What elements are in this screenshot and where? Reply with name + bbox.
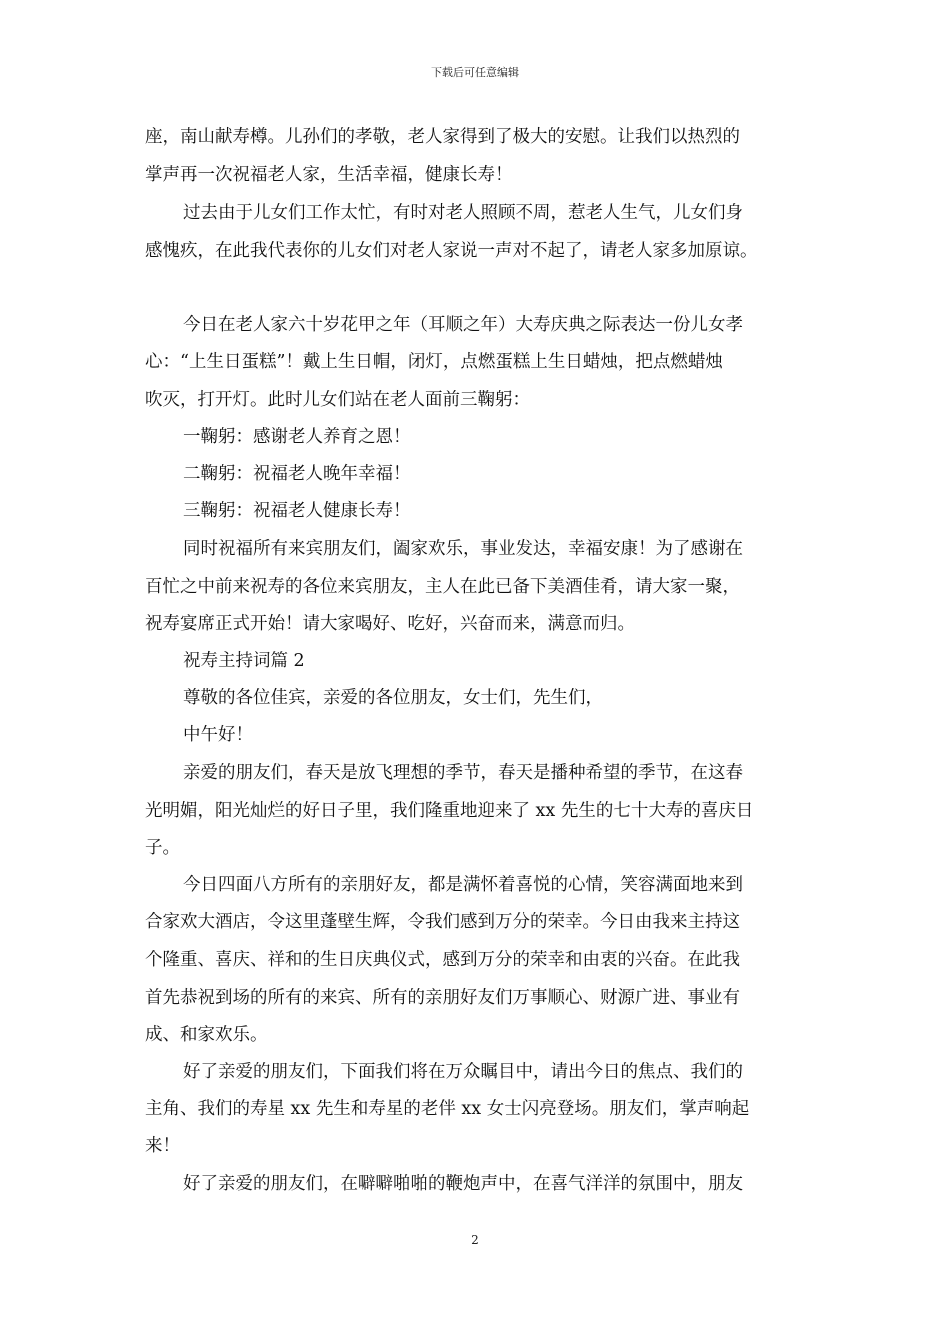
text-line: 光明媚，阳光灿烂的好日子里，我们隆重地迎来了 xx 先生的七十大寿的喜庆日 [145, 801, 754, 821]
text-line: 三鞠躬：祝福老人健康长寿！ [183, 501, 411, 521]
text-line: 好了亲爱的朋友们，下面我们将在万众瞩目中，请出今日的焦点、我们的 [183, 1062, 743, 1082]
text-line: 今日在老人家六十岁花甲之年（耳顺之年）大寿庆典之际表达一份儿女孝 [183, 315, 743, 335]
text-line: 亲爱的朋友们，春天是放飞理想的季节，春天是播种希望的季节，在这春 [183, 763, 743, 783]
text-line: 尊敬的各位佳宾，亲爱的各位朋友，女士们，先生们， [183, 688, 603, 708]
page-header: 下载后可任意编辑 [431, 66, 519, 79]
text-line: 首先恭祝到场的所有的来宾、所有的亲朋好友们万事顺心、财源广进、事业有 [145, 988, 740, 1008]
text-line: 祝寿宴席正式开始！请大家喝好、吃好，兴奋而来，满意而归。 [145, 614, 635, 634]
text-line: 过去由于儿女们工作太忙，有时对老人照顾不周，惹老人生气，儿女们身 [183, 203, 743, 223]
text-line: 二鞠躬：祝福老人晚年幸福！ [183, 464, 411, 484]
text-line: 子。 [145, 838, 180, 858]
text-line: 座，南山献寿樽。儿孙们的孝敬，老人家得到了极大的安慰。让我们以热烈的 [145, 127, 740, 147]
section-heading: 祝寿主持词篇 2 [183, 651, 305, 671]
text-line: 来！ [145, 1136, 180, 1156]
page-number: 2 [471, 1233, 479, 1247]
text-line: 成、和家欢乐。 [145, 1025, 268, 1045]
text-line: 合家欢大酒店，令这里蓬壁生辉，令我们感到万分的荣幸。今日由我来主持这 [145, 912, 740, 932]
text-line: 心：“上生日蛋糕”！戴上生日帽，闭灯，点燃蛋糕上生日蜡烛，把点燃蜡烛 [145, 352, 723, 372]
text-line: 感愧疚，在此我代表你的儿女们对老人家说一声对不起了，请老人家多加原谅。 [145, 241, 758, 261]
text-line: 中午好！ [183, 725, 253, 745]
text-line: 掌声再一次祝福老人家，生活幸福，健康长寿！ [145, 165, 513, 185]
text-line: 好了亲爱的朋友们，在噼噼啪啪的鞭炮声中，在喜气洋洋的氛围中，朋友 [183, 1174, 743, 1194]
text-line: 今日四面八方所有的亲朋好友，都是满怀着喜悦的心情，笑容满面地来到 [183, 875, 743, 895]
text-line: 一鞠躬：感谢老人养育之恩！ [183, 427, 411, 447]
text-line: 吹灭，打开灯。此时儿女们站在老人面前三鞠躬： [145, 390, 530, 410]
text-line: 主角、我们的寿星 xx 先生和寿星的老伴 xx 女士闪亮登场。朋友们，掌声响起 [145, 1099, 750, 1119]
text-line: 同时祝福所有来宾朋友们，阖家欢乐，事业发达，幸福安康！为了感谢在 [183, 539, 743, 559]
text-line: 百忙之中前来祝寿的各位来宾朋友，主人在此已备下美酒佳肴，请大家一聚， [145, 577, 740, 597]
text-line: 个隆重、喜庆、祥和的生日庆典仪式，感到万分的荣幸和由衷的兴奋。在此我 [145, 950, 740, 970]
